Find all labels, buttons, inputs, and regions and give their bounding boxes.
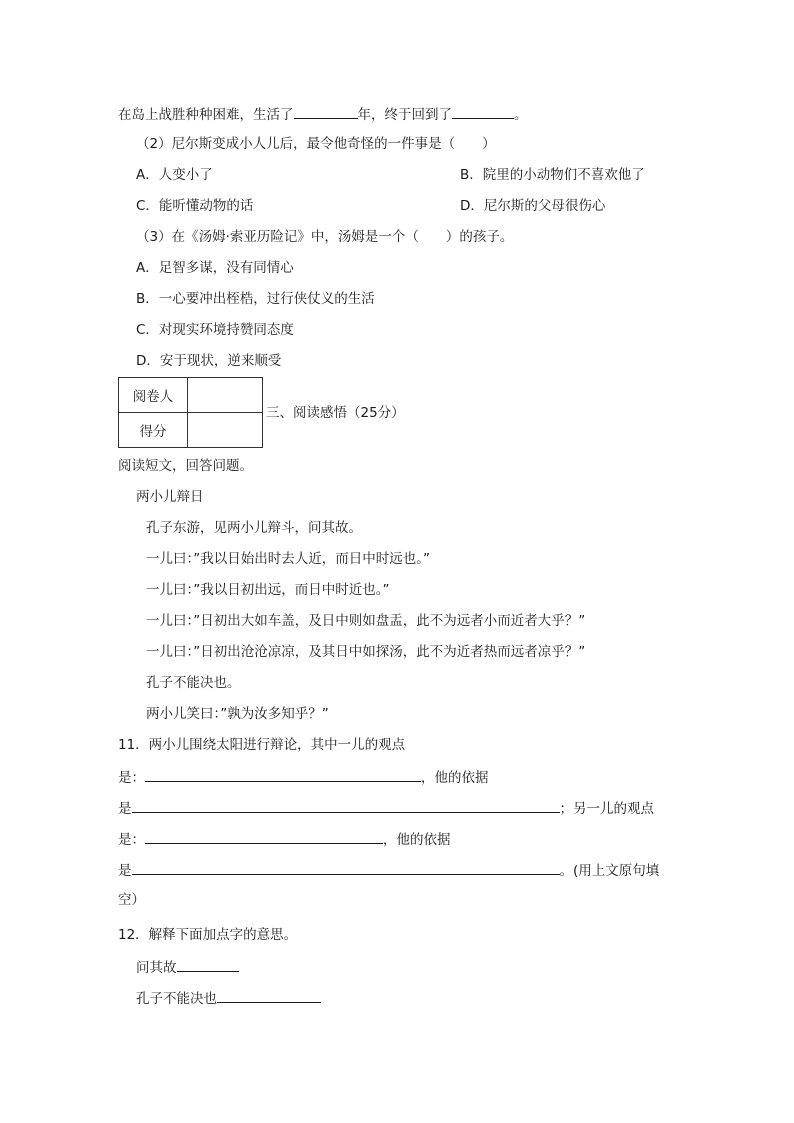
passage-title: 两小儿辩日 <box>136 489 204 505</box>
passage-line: 两小儿笑曰：”孰为汝多知乎？” <box>146 706 329 722</box>
q3-option-b[interactable]: B．一心要冲出桎梏，过行侠仗义的生活 <box>136 291 375 307</box>
q3-option-a[interactable]: A．足智多谋，没有同情心 <box>136 260 294 276</box>
q11-line-4 <box>118 829 451 849</box>
score-table <box>118 377 263 448</box>
passage-line: 一儿曰：”我以日初出远，而日中时近也。” <box>146 582 390 598</box>
instruction: 阅读短文，回答问题。 <box>118 458 253 474</box>
q2-option-a[interactable]: A．人变小了 <box>136 167 213 183</box>
q11-l2-prefix: 是： <box>118 770 145 786</box>
q1-blank-years[interactable] <box>294 104 358 119</box>
q3-stem: （3）在《汤姆·索亚历险记》中，汤姆是一个（ ）的孩子。 <box>136 229 514 245</box>
reviewer-label: 阅卷人 <box>119 378 188 413</box>
q3-option-c[interactable]: C．对现实环境持赞同态度 <box>136 322 294 338</box>
q11-line-5 <box>118 860 659 880</box>
q12-stem: 12．解释下面加点字的意思。 <box>118 927 298 943</box>
q12-item-1-text: 问其故 <box>136 960 177 976</box>
q11-l4-prefix: 是： <box>118 832 145 848</box>
q2-option-b[interactable]: B．院里的小动物们不喜欢他了 <box>460 167 645 183</box>
section-title: 三、阅读感悟（25分） <box>266 405 405 421</box>
q1-tail-text-3: 。 <box>514 107 528 123</box>
q12-blank-2[interactable] <box>217 988 321 1003</box>
q11-line-3 <box>118 798 654 818</box>
q3-option-d[interactable]: D．安于现状，逆来顺受 <box>136 353 282 369</box>
reviewer-cell[interactable] <box>188 378 263 413</box>
q11-line-6: 空） <box>118 892 145 908</box>
q1-tail-line <box>118 104 528 124</box>
q11-l3-prefix: 是 <box>118 801 132 817</box>
q2-stem: （2）尼尔斯变成小人儿后，最令他奇怪的一件事是（ ） <box>136 136 496 152</box>
q11-stem: 11．两小儿围绕太阳进行辩论，其中一儿的观点 <box>118 737 406 753</box>
q1-blank-place[interactable] <box>452 104 514 119</box>
q11-blank-view-2[interactable] <box>145 829 383 844</box>
passage-line: 一儿曰：”日初出沧沧凉凉，及其日中如探汤，此不为近者热而远者凉乎？” <box>146 644 586 660</box>
q12-item-2-text: 孔子不能决也 <box>136 991 217 1007</box>
q2-option-c[interactable]: C．能听懂动物的话 <box>136 198 254 214</box>
q12-item-2 <box>136 988 321 1008</box>
score-cell[interactable] <box>188 413 263 448</box>
q11-l5-suffix: 。(用上文原句填 <box>559 863 660 879</box>
q1-tail-text-1: 在岛上战胜种种困难，生活了 <box>118 107 294 123</box>
passage-line: 孔子不能决也。 <box>146 675 241 691</box>
q11-l4-suffix: ，他的依据 <box>383 832 451 848</box>
q11-l2-suffix: ，他的依据 <box>421 770 489 786</box>
q11-l3-suffix: ；另一儿的观点 <box>559 801 654 817</box>
q1-tail-text-2: 年，终于回到了 <box>357 107 452 123</box>
q11-blank-basis-2[interactable] <box>132 860 560 875</box>
q11-line-2 <box>118 767 489 787</box>
q12-item-1 <box>136 957 239 977</box>
passage-line: 一儿曰：”我以日始出时去人近，而日中时远也。” <box>146 551 430 567</box>
q11-blank-view-1[interactable] <box>145 767 421 782</box>
q2-option-d[interactable]: D．尼尔斯的父母很伤心 <box>460 198 606 214</box>
passage-line: 一儿曰：”日初出大如车盖，及日中则如盘盂，此不为远者小而近者大乎？” <box>146 613 586 629</box>
score-label: 得分 <box>119 413 188 448</box>
q11-l5-prefix: 是 <box>118 863 132 879</box>
passage-line: 孔子东游，见两小儿辩斗，问其故。 <box>146 520 362 536</box>
q11-blank-basis-1[interactable] <box>132 798 560 813</box>
q12-blank-1[interactable] <box>177 957 239 972</box>
